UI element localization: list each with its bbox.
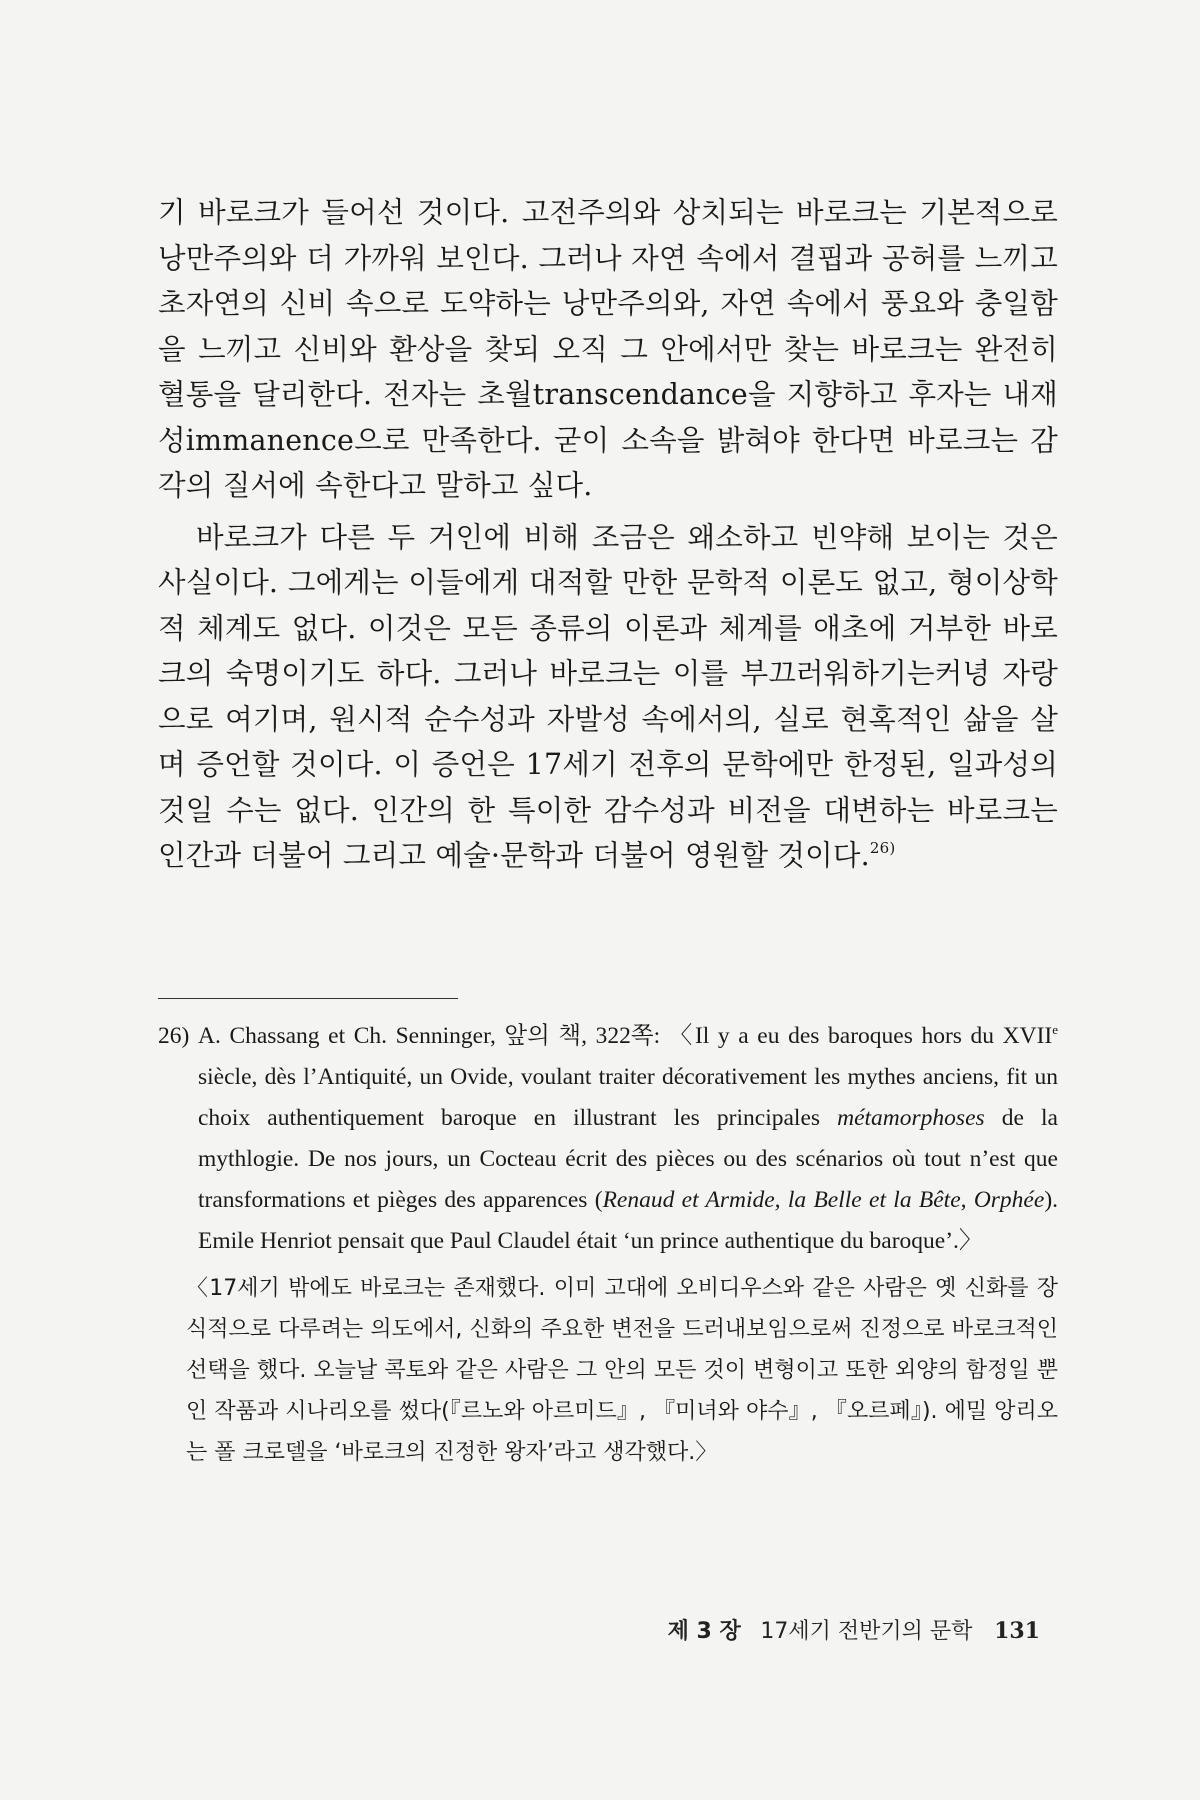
- chapter-title: 17세기 전반기의 문학: [760, 1619, 973, 1644]
- quote-open: 〈Il y a eu des baroques hors du XVII: [668, 1023, 1053, 1049]
- quote-italic-2: Renaud et Armide, la Belle et la Bête, Orphée: [602, 1187, 1045, 1213]
- quote-part-3: ). Emile Henriot pensait que Paul Claudel était ‘un prince authentique du baroque’.〉: [198, 1187, 1059, 1254]
- paragraph-2: [158, 515, 1058, 879]
- footnote-french-quote: [158, 1016, 1058, 1262]
- quote-superscript: e: [1052, 1022, 1059, 1037]
- footnote-citation: A. Chassang et Ch. Senninger, 앞의 책, 322쪽:: [198, 1023, 661, 1049]
- quote-italic-1: métamorphoses: [837, 1105, 985, 1131]
- paragraph-1: [158, 190, 1058, 509]
- paragraph-2-text: 바로크가 다른 두 거인에 비해 조금은 왜소하고 빈약해 보이는 것은 사실이다. 그에게는 이들에게 대적할 만한 문학적 이론도 없고, 형이상학적 체계도 없다. 이것은 모든 종류의 이론과 체계를 애초에 거부한 바로크의 숙명이기도 하다. 그러나 바로크는 이를 부끄러워하기는커녕 자랑으로 여기며, 원시적 순수성과 자발성 속에서의, 실로 현혹적인 삶을 살며 증언할 것이다. 이 증언은 17세기 전후의 문학에만 한정된, 일과성의 것일 수는 없다. 인간의 한 특이한 감수성과 비전을 대변하는 바로크는 인간과 더불어 그리고 예술·문학과 더불어 영원할 것이다.: [158, 520, 1058, 872]
- main-text: [158, 190, 1058, 879]
- quote-part-1: siècle, dès l’Antiquité, un Ovide, voulant traiter décorativement les mythes anciens, fit un choix authentiquement baroque en illustrant les principales: [198, 1064, 1058, 1131]
- paragraph-1-text: 기 바로크가 들어선 것이다. 고전주의와 상치되는 바로크는 기본적으로 낭만주의와 더 가까워 보인다. 그러나 자연 속에서 결핍과 공허를 느끼고 초자연의 신비 속으로 도약하는 낭만주의와, 자연 속에서 풍요와 충일함을 느끼고 신비와 환상을 찾되 오직 그 안에서만 찾는 바로크는 완전히 혈통을 달리한다. 전자는 초월transcendance을 지향하고 후자는 내재성immanence으로 만족한다. 굳이 소속을 밝혀야 한다면 바로크는 감각의 질서에 속한다고 말하고 싶다.: [158, 196, 1058, 502]
- footnote-korean-translation: [158, 1268, 1058, 1473]
- korean-translation-text: 〈17세기 밖에도 바로크는 존재했다. 이미 고대에 오비디우스와 같은 사람은 옛 신화를 장식적으로 다루려는 의도에서, 신화의 주요한 변전을 드러내보임으로써 진정으로 바로크적인 선택을 했다. 오늘날 콕토와 같은 사람은 그 안의 모든 것이 변형이고 또한 외양의 함정일 뿐인 작품과 시나리오를 썼다(『르노와 아르미드』, 『미녀와 야수』, 『오르페』). 에밀 앙리오는 폴 크로델을 ‘바로크의 진정한 왕자’라고 생각했다.〉: [186, 1276, 1058, 1465]
- footnote-reference[interactable]: 26): [869, 839, 896, 857]
- chapter-label: 제 3 장: [667, 1619, 741, 1644]
- footnote-divider: [158, 998, 458, 999]
- footnote-number: 26): [158, 1023, 190, 1049]
- page-number: 131: [994, 1618, 1040, 1644]
- quote-part-2: de la mythlogie. De nos jours, un Cocteau écrit des pièces ou des scénarios où tout n’est que transformations et pièges des apparences (: [198, 1105, 1058, 1213]
- running-footer: [668, 1614, 1040, 1645]
- footnote-26: [158, 1016, 1058, 1473]
